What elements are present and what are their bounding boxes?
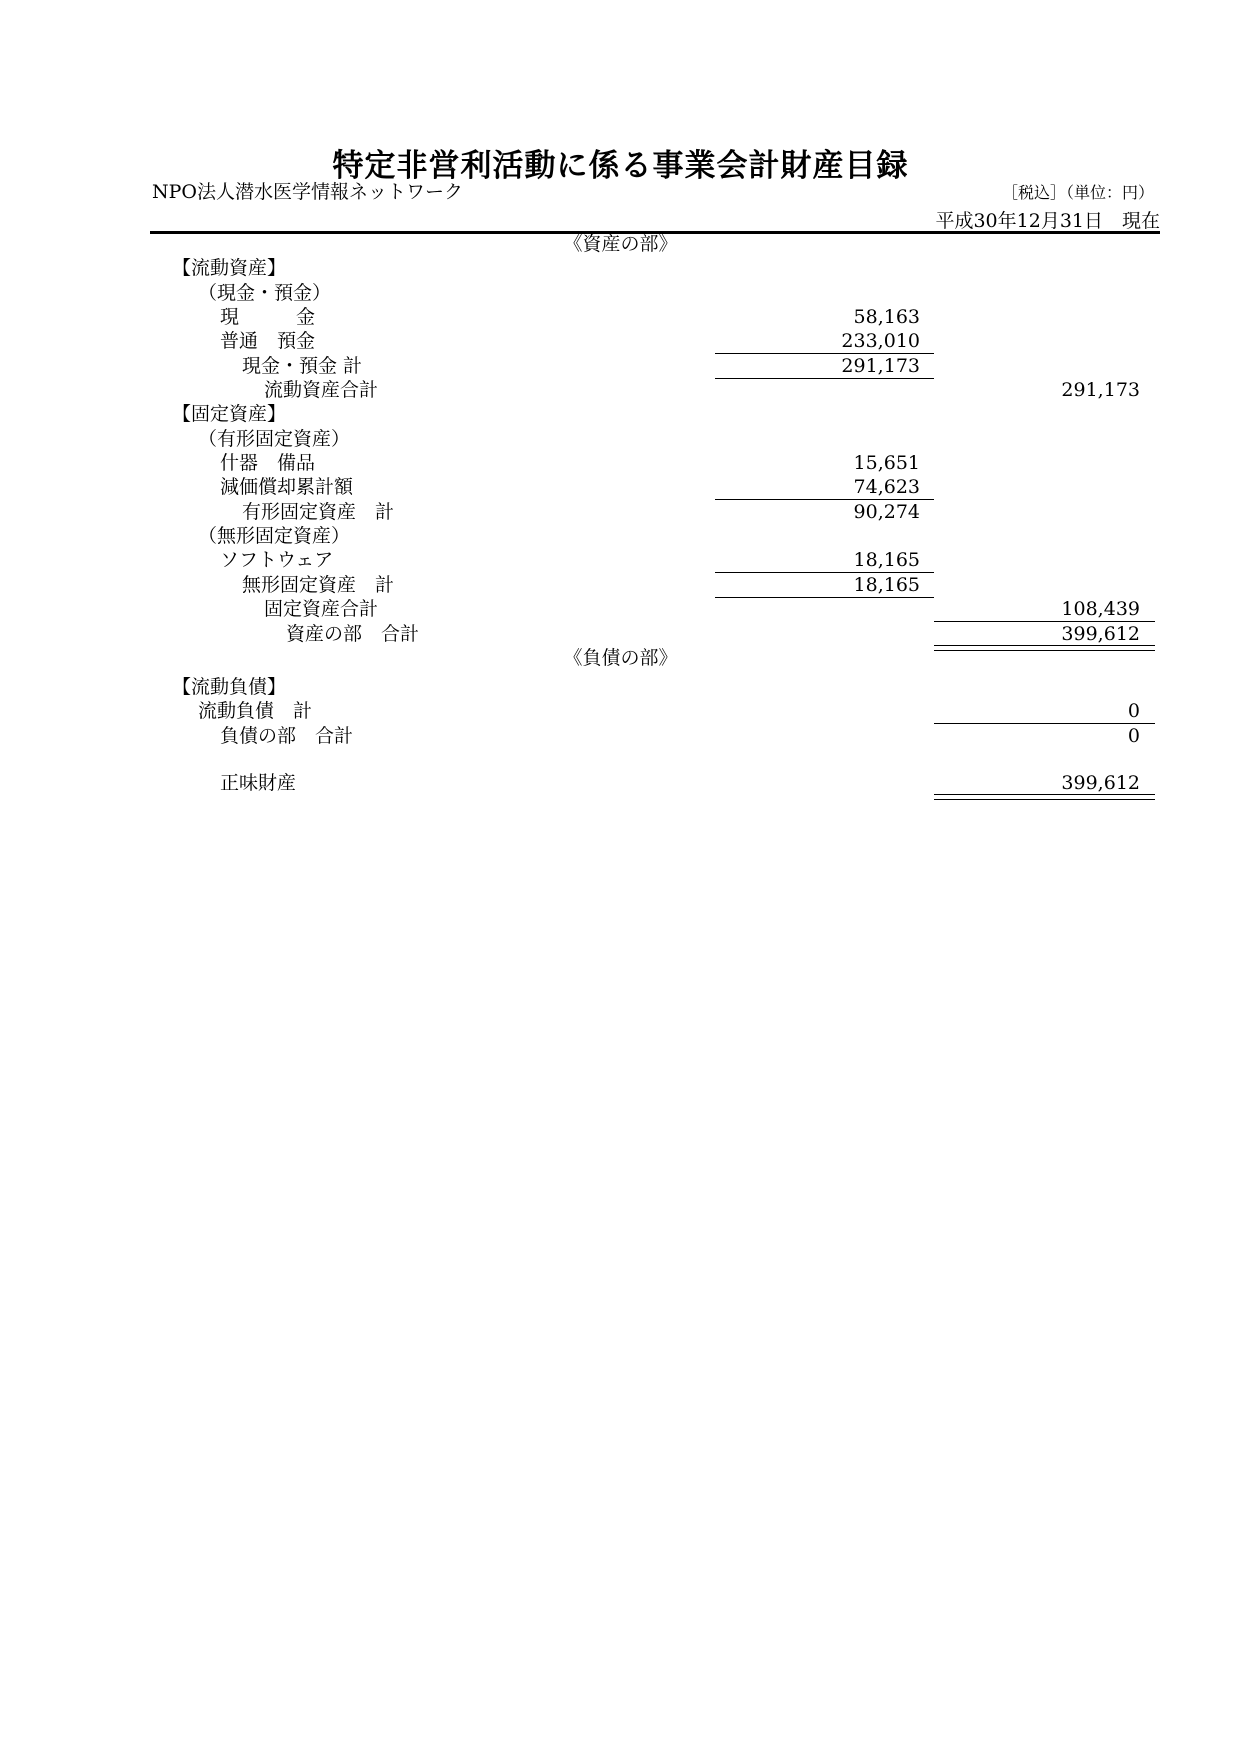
current-assets-total-label: 流動資産合計	[264, 379, 379, 401]
fixed-assets-heading: 【固定資産】	[172, 403, 287, 425]
liabilities-total-row	[0, 724, 1241, 748]
current-assets-total-row	[0, 378, 1241, 402]
fixtures-label: 什器 備品	[220, 452, 316, 474]
current-liabilities-subtotal-label: 流動負債 計	[198, 700, 313, 722]
cash-group-label: （現金・預金）	[198, 282, 332, 304]
intangible-subtotal-row	[0, 573, 1241, 597]
liabilities-total-label: 負債の部 合計	[220, 725, 354, 747]
depreciation-label: 減価償却累計額	[220, 476, 354, 498]
fixed-assets-total-value: 108,439	[1061, 598, 1140, 620]
assets-section-row	[0, 232, 1241, 256]
net-assets-row	[0, 771, 1241, 795]
intangible-group-row	[0, 524, 1241, 548]
assets-total-value: 399,612	[1061, 623, 1140, 645]
cash-subtotal-label: 現金・預金 計	[242, 355, 363, 377]
current-liabilities-subtotal-row	[0, 699, 1241, 723]
liabilities-section-label: 《負債の部》	[563, 647, 678, 669]
deposit-label: 普通 預金	[220, 330, 316, 352]
cash-subtotal-row	[0, 354, 1241, 378]
net-assets-double-rule-top	[934, 794, 1155, 795]
net-assets-value: 399,612	[1061, 772, 1140, 794]
fixtures-row	[0, 451, 1241, 475]
current-assets-heading: 【流動資産】	[172, 257, 287, 279]
liabilities-section-row	[0, 646, 1241, 670]
tangible-group-row	[0, 427, 1241, 451]
current-assets-heading-row	[0, 256, 1241, 280]
net-assets-double-rule-bottom	[934, 799, 1155, 800]
software-value: 18,165	[853, 549, 920, 571]
fixed-assets-heading-row	[0, 402, 1241, 426]
current-liabilities-heading: 【流動負債】	[172, 676, 287, 698]
intangible-subtotal-label: 無形固定資産 計	[242, 574, 395, 596]
fixed-assets-total-row	[0, 597, 1241, 621]
depreciation-row	[0, 475, 1241, 499]
assets-section-label: 《資産の部》	[563, 233, 678, 255]
liabilities-total-value: 0	[1127, 725, 1140, 747]
unit-note: ［税込］（単位：円）	[1001, 183, 1154, 202]
tangible-subtotal-label: 有形固定資産 計	[242, 501, 395, 523]
depreciation-value: 74,623	[853, 476, 920, 498]
assets-total-label: 資産の部 合計	[286, 623, 420, 645]
tangible-subtotal-row	[0, 500, 1241, 524]
intangible-group-label: （無形固定資産）	[198, 525, 351, 547]
cash-row	[0, 305, 1241, 329]
deposit-value: 233,010	[841, 330, 920, 352]
fixed-assets-total-label: 固定資産合計	[264, 598, 379, 620]
document-title: 特定非営利活動に係る事業会計財産目録	[332, 148, 909, 184]
assets-total-row	[0, 622, 1241, 646]
net-assets-label: 正味財産	[220, 772, 297, 794]
tangible-group-label: （有形固定資産）	[198, 428, 351, 450]
current-assets-total-value: 291,173	[1061, 379, 1140, 401]
organization-name: NPO法人潜水医学情報ネットワーク	[152, 181, 463, 203]
intangible-subtotal-value: 18,165	[853, 574, 920, 596]
cash-value: 58,163	[853, 306, 920, 328]
cash-label: 現 金	[220, 306, 316, 328]
cash-subtotal-value: 291,173	[841, 355, 920, 377]
cash-group-row	[0, 281, 1241, 305]
software-row	[0, 548, 1241, 572]
software-label: ソフトウェア	[220, 549, 334, 571]
as-of-date: 平成30年12月31日 現在	[935, 210, 1160, 232]
current-liabilities-subtotal-value: 0	[1127, 700, 1140, 722]
deposit-row	[0, 329, 1241, 353]
current-liabilities-heading-row	[0, 675, 1241, 699]
tangible-subtotal-value: 90,274	[853, 501, 920, 523]
fixtures-value: 15,651	[853, 452, 920, 474]
